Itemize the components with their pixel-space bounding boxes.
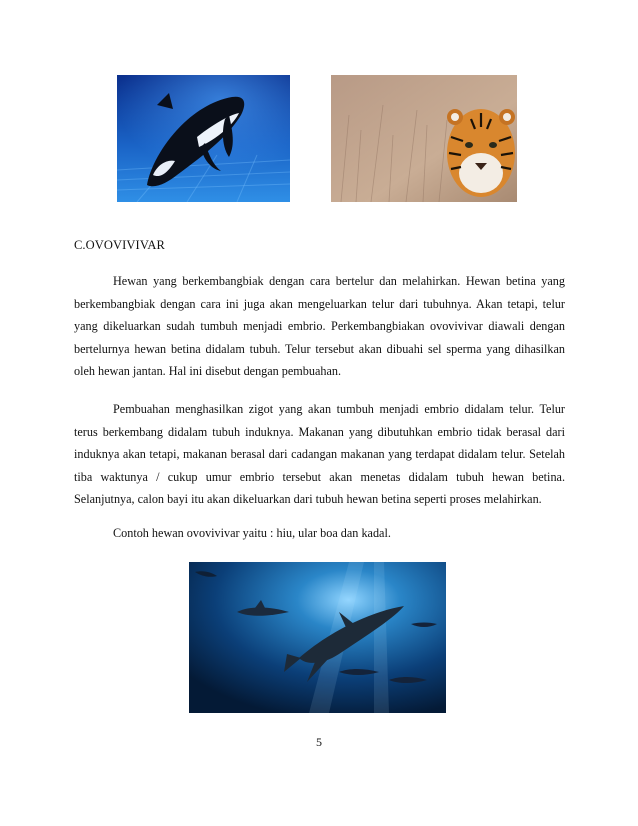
shark-photo bbox=[189, 562, 446, 713]
paragraph-examples: Contoh hewan ovovivivar yaitu : hiu, ular boa dan kadal. bbox=[113, 526, 391, 540]
tiger-photo bbox=[331, 75, 517, 202]
paragraph-definition: Hewan yang berkembangbiak dengan cara bertelur dan melahirkan. Hewan betina yang berkembangbiak dengan cara ini juga akan mengeluarkan telur dari tubuhnya. Akan tetapi, telur yang dikeluarkan sudah tumbuh menjadi embrio. Perkembangbiakan ovovivivar diawali dengan bertelurnya hewan betina didalam tubuh. Telur tersebut akan dibuahi sel sperma yang dihasilkan oleh hewan jantan. Hal ini disebut dengan pembuahan. bbox=[74, 274, 565, 378]
orca-photo bbox=[117, 75, 290, 202]
page-number: 5 bbox=[316, 735, 322, 749]
section-heading: C.OVOVIVIVAR bbox=[74, 238, 165, 252]
paragraph-process: Pembuahan menghasilkan zigot yang akan tumbuh menjadi embrio didalam telur. Telur terus berkembang didalam tubuh induknya. Makanan yang dibutuhkan embrio tidak berasal dari induknya akan tetapi, makanan berasal dari cadangan makanan yang terdapat didalam telur. Setelah tiba waktunya / cukup umur embrio tersebut akan menetas didalam tubuh hewan betina. Selanjutnya, calon bayi itu akan dikeluarkan dari tubuh hewan betina seperti proses melahirkan. bbox=[74, 402, 565, 506]
